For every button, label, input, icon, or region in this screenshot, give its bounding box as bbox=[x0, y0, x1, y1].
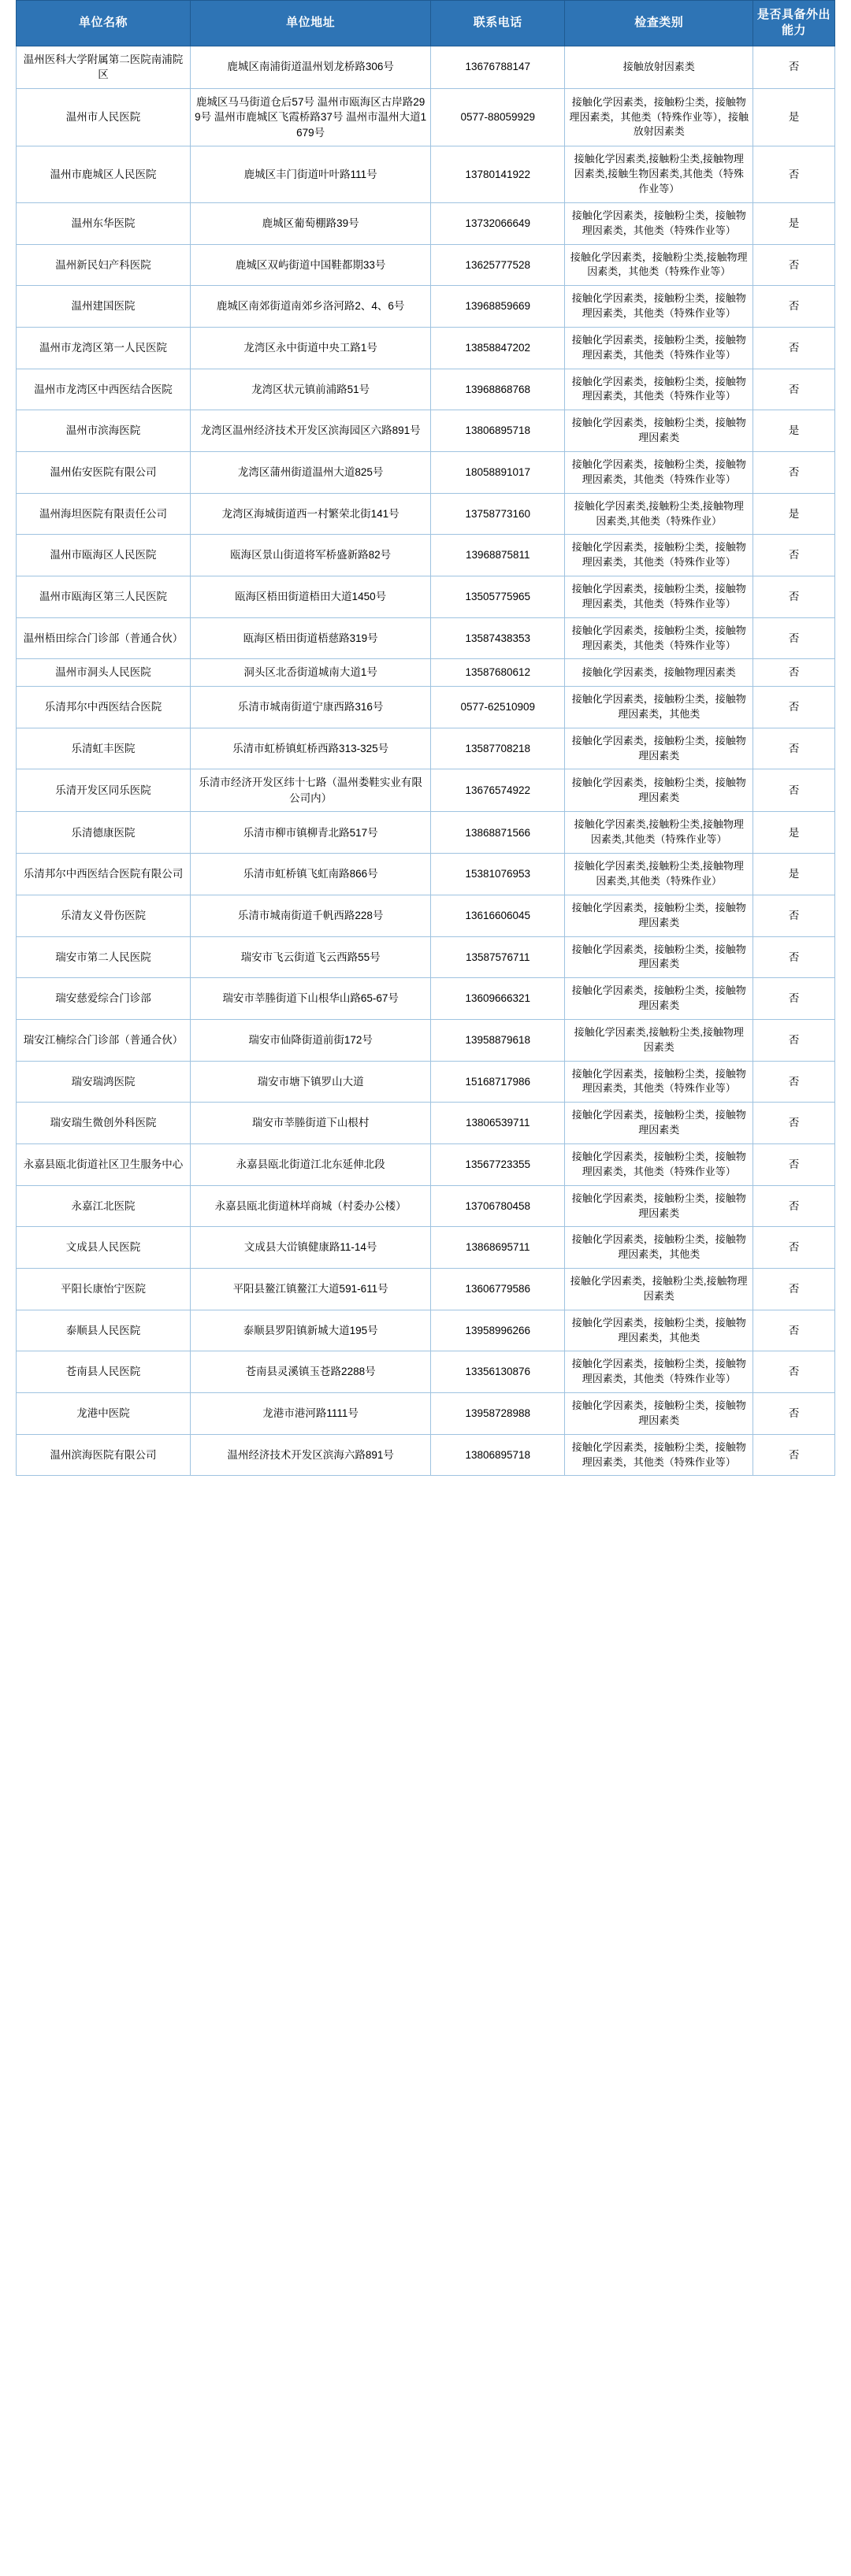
table-row bbox=[17, 327, 835, 369]
cell-exam-category: 接触化学因素类，接触粉尘类，接触物理因素类，其他类（特殊作业等） bbox=[565, 617, 753, 659]
table-header-row bbox=[17, 1, 835, 46]
cell-exam-category: 接触化学因素类，接触粉尘类，接触物理因素类，其他类 bbox=[565, 1310, 753, 1351]
table-row bbox=[17, 146, 835, 203]
cell-outbound-capability: 否 bbox=[753, 617, 835, 659]
cell-exam-category: 接触化学因素类,接触粉尘类,接触物理因素类,其他类（特殊作业） bbox=[565, 493, 753, 535]
cell-unit-name: 瑞安慈爱综合门诊部 bbox=[17, 978, 191, 1020]
cell-unit-name: 温州佑安医院有限公司 bbox=[17, 451, 191, 493]
cell-exam-category: 接触化学因素类，接触粉尘类，接触物理因素类，其他类 bbox=[565, 686, 753, 728]
cell-unit-name: 温州市洞头人民医院 bbox=[17, 659, 191, 687]
cell-outbound-capability: 否 bbox=[753, 244, 835, 286]
table-row bbox=[17, 535, 835, 576]
table-row bbox=[17, 1061, 835, 1103]
cell-contact-phone: 15168717986 bbox=[431, 1061, 565, 1103]
table-row bbox=[17, 728, 835, 769]
table-row bbox=[17, 576, 835, 618]
cell-outbound-capability: 否 bbox=[753, 769, 835, 812]
cell-unit-address: 瓯海区梧田街道梧田大道1450号 bbox=[191, 576, 431, 618]
cell-exam-category: 接触化学因素类,接触粉尘类,接触物理因素类,接触生物因素类,其他类（特殊作业等） bbox=[565, 146, 753, 203]
cell-unit-address: 永嘉县瓯北街道江北东延伸北段 bbox=[191, 1143, 431, 1185]
cell-unit-name: 温州市龙湾区中西医结合医院 bbox=[17, 369, 191, 410]
cell-unit-name: 龙港中医院 bbox=[17, 1393, 191, 1435]
table-row bbox=[17, 1269, 835, 1310]
cell-exam-category: 接触化学因素类，接触粉尘类，接触物理因素类 bbox=[565, 936, 753, 978]
cell-outbound-capability: 否 bbox=[753, 659, 835, 687]
cell-exam-category: 接触放射因素类 bbox=[565, 46, 753, 88]
cell-outbound-capability: 否 bbox=[753, 1351, 835, 1393]
cell-unit-name: 温州市滨海医院 bbox=[17, 410, 191, 452]
cell-unit-address: 乐清市虹桥镇虹桥西路313-325号 bbox=[191, 728, 431, 769]
table-row bbox=[17, 1185, 835, 1227]
cell-contact-phone: 0577-88059929 bbox=[431, 88, 565, 146]
cell-unit-name: 永嘉县瓯北街道社区卫生服务中心 bbox=[17, 1143, 191, 1185]
cell-exam-category: 接触化学因素类，接触粉尘类，接触物理因素类 bbox=[565, 1185, 753, 1227]
cell-unit-name: 温州新民妇产科医院 bbox=[17, 244, 191, 286]
cell-contact-phone: 13676788147 bbox=[431, 46, 565, 88]
cell-outbound-capability: 否 bbox=[753, 978, 835, 1020]
cell-unit-name: 温州滨海医院有限公司 bbox=[17, 1434, 191, 1476]
cell-contact-phone: 13780141922 bbox=[431, 146, 565, 203]
cell-outbound-capability: 是 bbox=[753, 493, 835, 535]
table-row bbox=[17, 895, 835, 936]
cell-exam-category: 接触化学因素类，接触粉尘类，接触物理因素类 bbox=[565, 978, 753, 1020]
cell-unit-address: 鹿城区马马街道仓后57号 温州市瓯海区古岸路299号 温州市鹿城区飞霞桥路37号 温州市温州大道1679号 bbox=[191, 88, 431, 146]
cell-unit-name: 瑞安瑞生微创外科医院 bbox=[17, 1103, 191, 1144]
cell-unit-name: 乐清邦尔中西医结合医院有限公司 bbox=[17, 854, 191, 895]
cell-contact-phone: 13616606045 bbox=[431, 895, 565, 936]
cell-unit-name: 平阳长康怡宁医院 bbox=[17, 1269, 191, 1310]
cell-unit-name: 温州市瓯海区人民医院 bbox=[17, 535, 191, 576]
cell-unit-name: 苍南县人民医院 bbox=[17, 1351, 191, 1393]
cell-exam-category: 接触化学因素类，接触物理因素类 bbox=[565, 659, 753, 687]
table-row bbox=[17, 88, 835, 146]
cell-contact-phone: 13356130876 bbox=[431, 1351, 565, 1393]
table-row bbox=[17, 659, 835, 687]
cell-contact-phone: 13868871566 bbox=[431, 812, 565, 854]
cell-unit-address: 乐清市经济开发区纬十七路（温州娄鞋实业有限公司内） bbox=[191, 769, 431, 812]
table-body bbox=[17, 46, 835, 1476]
cell-unit-address: 龙港市港河路1111号 bbox=[191, 1393, 431, 1435]
cell-exam-category: 接触化学因素类，接触粉尘类，接触物理因素类，其他类（特殊作业等） bbox=[565, 451, 753, 493]
cell-contact-phone: 13587438353 bbox=[431, 617, 565, 659]
cell-contact-phone: 13806895718 bbox=[431, 410, 565, 452]
cell-unit-name: 瑞安瑞鸿医院 bbox=[17, 1061, 191, 1103]
cell-exam-category: 接触化学因素类，接触粉尘类，接触物理因素类 bbox=[565, 895, 753, 936]
cell-unit-address: 瑞安市仙降街道前街172号 bbox=[191, 1019, 431, 1061]
cell-exam-category: 接触化学因素类，接触粉尘类，接触物理因素类 bbox=[565, 410, 753, 452]
cell-unit-address: 泰顺县罗阳镇新城大道195号 bbox=[191, 1310, 431, 1351]
cell-contact-phone: 13806895718 bbox=[431, 1434, 565, 1476]
cell-unit-name: 乐清开发区同乐医院 bbox=[17, 769, 191, 812]
cell-unit-address: 鹿城区丰门街道叶叶路111号 bbox=[191, 146, 431, 203]
cell-unit-name: 瑞安市第二人民医院 bbox=[17, 936, 191, 978]
cell-exam-category: 接触化学因素类,接触粉尘类,接触物理因素类,其他类（特殊作业等） bbox=[565, 812, 753, 854]
cell-outbound-capability: 否 bbox=[753, 1310, 835, 1351]
cell-contact-phone: 18058891017 bbox=[431, 451, 565, 493]
cell-contact-phone: 13587680612 bbox=[431, 659, 565, 687]
cell-outbound-capability: 否 bbox=[753, 1143, 835, 1185]
cell-exam-category: 接触化学因素类，接触粉尘类，接触物理因素类，其他类（特殊作业等） bbox=[565, 1351, 753, 1393]
cell-contact-phone: 13958879618 bbox=[431, 1019, 565, 1061]
cell-unit-address: 龙湾区永中街道中央工路1号 bbox=[191, 327, 431, 369]
table-row bbox=[17, 1310, 835, 1351]
cell-exam-category: 接触化学因素类，接触粉尘类，接触物理因素类 bbox=[565, 1103, 753, 1144]
table-row bbox=[17, 1393, 835, 1435]
cell-contact-phone: 13676574922 bbox=[431, 769, 565, 812]
occupational-health-institutions-table bbox=[16, 0, 835, 1476]
cell-outbound-capability: 否 bbox=[753, 936, 835, 978]
cell-outbound-capability: 否 bbox=[753, 327, 835, 369]
cell-contact-phone: 13968859669 bbox=[431, 286, 565, 328]
table-row bbox=[17, 686, 835, 728]
cell-unit-name: 温州医科大学附属第二医院南浦院区 bbox=[17, 46, 191, 88]
cell-unit-address: 鹿城区南郊街道南郊乡洛河路2、4、6号 bbox=[191, 286, 431, 328]
cell-unit-name: 温州海坦医院有限责任公司 bbox=[17, 493, 191, 535]
cell-unit-name: 温州东华医院 bbox=[17, 202, 191, 244]
cell-outbound-capability: 否 bbox=[753, 286, 835, 328]
cell-unit-name: 乐清虹丰医院 bbox=[17, 728, 191, 769]
column-header-outbound-capability: 是否具备外出能力 bbox=[753, 1, 835, 46]
cell-unit-address: 温州经济技术开发区滨海六路891号 bbox=[191, 1434, 431, 1476]
cell-contact-phone: 13567723355 bbox=[431, 1143, 565, 1185]
table-row bbox=[17, 451, 835, 493]
cell-contact-phone: 13958996266 bbox=[431, 1310, 565, 1351]
cell-exam-category: 接触化学因素类，接触粉尘类，接触物理因素类 bbox=[565, 1393, 753, 1435]
cell-unit-address: 乐清市城南街道千帆西路228号 bbox=[191, 895, 431, 936]
cell-outbound-capability: 否 bbox=[753, 1393, 835, 1435]
cell-outbound-capability: 否 bbox=[753, 369, 835, 410]
table-row bbox=[17, 1143, 835, 1185]
cell-outbound-capability: 是 bbox=[753, 854, 835, 895]
cell-exam-category: 接触化学因素类，接触粉尘类，接触物理因素类，其他类（特殊作业等） bbox=[565, 1143, 753, 1185]
cell-outbound-capability: 否 bbox=[753, 576, 835, 618]
cell-unit-address: 瓯海区景山街道将军桥盛新路82号 bbox=[191, 535, 431, 576]
cell-contact-phone: 13758773160 bbox=[431, 493, 565, 535]
column-header-unit-address: 单位地址 bbox=[191, 1, 431, 46]
table-row bbox=[17, 1434, 835, 1476]
table-row bbox=[17, 46, 835, 88]
cell-exam-category: 接触化学因素类，接触粉尘类，接触物理因素类，其他类（特殊作业等） bbox=[565, 327, 753, 369]
cell-unit-address: 瑞安市莘塍街道下山根村 bbox=[191, 1103, 431, 1144]
cell-exam-category: 接触化学因素类，接触粉尘类，接触物理因素类，其他类（特殊作业等） bbox=[565, 202, 753, 244]
cell-outbound-capability: 是 bbox=[753, 410, 835, 452]
cell-unit-address: 乐清市虹桥镇飞虹南路866号 bbox=[191, 854, 431, 895]
cell-unit-name: 乐清友义骨伤医院 bbox=[17, 895, 191, 936]
cell-unit-address: 龙湾区温州经济技术开发区滨海园区六路891号 bbox=[191, 410, 431, 452]
cell-outbound-capability: 否 bbox=[753, 728, 835, 769]
cell-outbound-capability: 是 bbox=[753, 88, 835, 146]
cell-exam-category: 接触化学因素类，接触粉尘类，接触物理因素类，其他类（特殊作业等），接触放射因素类 bbox=[565, 88, 753, 146]
cell-outbound-capability: 否 bbox=[753, 1019, 835, 1061]
cell-unit-name: 温州市瓯海区第三人民医院 bbox=[17, 576, 191, 618]
cell-exam-category: 接触化学因素类，接触粉尘类，接触物理因素类，其他类（特殊作业等） bbox=[565, 286, 753, 328]
table-row bbox=[17, 1227, 835, 1269]
cell-contact-phone: 13732066649 bbox=[431, 202, 565, 244]
cell-unit-name: 温州梧田综合门诊部（普通合伙） bbox=[17, 617, 191, 659]
cell-unit-address: 平阳县鳌江镇鳌江大道591-611号 bbox=[191, 1269, 431, 1310]
cell-contact-phone: 13706780458 bbox=[431, 1185, 565, 1227]
cell-unit-address: 苍南县灵溪镇玉苍路2288号 bbox=[191, 1351, 431, 1393]
table-row bbox=[17, 244, 835, 286]
cell-unit-name: 文成县人民医院 bbox=[17, 1227, 191, 1269]
table-row bbox=[17, 769, 835, 812]
table-row bbox=[17, 936, 835, 978]
cell-outbound-capability: 否 bbox=[753, 1269, 835, 1310]
table-header bbox=[17, 1, 835, 46]
cell-contact-phone: 13606779586 bbox=[431, 1269, 565, 1310]
cell-unit-address: 洞头区北岙街道城南大道1号 bbox=[191, 659, 431, 687]
cell-exam-category: 接触化学因素类，接触粉尘类，接触物理因素类，其他类（特殊作业等） bbox=[565, 1434, 753, 1476]
cell-exam-category: 接触化学因素类，接触粉尘类，接触物理因素类，其他类（特殊作业等） bbox=[565, 576, 753, 618]
cell-contact-phone: 13609666321 bbox=[431, 978, 565, 1020]
table-row bbox=[17, 1103, 835, 1144]
cell-exam-category: 接触化学因素类,接触粉尘类,接触物理因素类 bbox=[565, 1019, 753, 1061]
cell-unit-address: 鹿城区葡萄棚路39号 bbox=[191, 202, 431, 244]
cell-unit-address: 龙湾区蒲州街道温州大道825号 bbox=[191, 451, 431, 493]
table-row bbox=[17, 812, 835, 854]
cell-unit-address: 乐清市城南街道宁康西路316号 bbox=[191, 686, 431, 728]
cell-outbound-capability: 否 bbox=[753, 146, 835, 203]
cell-exam-category: 接触化学因素类，接触粉尘类，接触物理因素类，其他类 bbox=[565, 1227, 753, 1269]
cell-unit-name: 温州市人民医院 bbox=[17, 88, 191, 146]
cell-exam-category: 接触化学因素类，接触粉尘类，接触物理因素类 bbox=[565, 769, 753, 812]
cell-contact-phone: 13587576711 bbox=[431, 936, 565, 978]
cell-outbound-capability: 否 bbox=[753, 46, 835, 88]
table-row bbox=[17, 854, 835, 895]
cell-unit-name: 乐清德康医院 bbox=[17, 812, 191, 854]
table-row bbox=[17, 286, 835, 328]
cell-outbound-capability: 否 bbox=[753, 1061, 835, 1103]
cell-unit-name: 永嘉江北医院 bbox=[17, 1185, 191, 1227]
cell-unit-address: 瓯海区梧田街道梧慈路319号 bbox=[191, 617, 431, 659]
cell-unit-address: 鹿城区双屿街道中国鞋都期33号 bbox=[191, 244, 431, 286]
cell-unit-address: 乐清市柳市镇柳青北路517号 bbox=[191, 812, 431, 854]
cell-unit-address: 瑞安市塘下镇罗山大道 bbox=[191, 1061, 431, 1103]
table-row bbox=[17, 1019, 835, 1061]
cell-contact-phone: 13858847202 bbox=[431, 327, 565, 369]
cell-contact-phone: 13587708218 bbox=[431, 728, 565, 769]
cell-outbound-capability: 是 bbox=[753, 812, 835, 854]
cell-contact-phone: 0577-62510909 bbox=[431, 686, 565, 728]
cell-unit-name: 温州建国医院 bbox=[17, 286, 191, 328]
cell-outbound-capability: 否 bbox=[753, 535, 835, 576]
cell-contact-phone: 13958728988 bbox=[431, 1393, 565, 1435]
cell-unit-name: 泰顺县人民医院 bbox=[17, 1310, 191, 1351]
cell-unit-name: 乐清邦尔中西医结合医院 bbox=[17, 686, 191, 728]
cell-exam-category: 接触化学因素类,接触粉尘类,接触物理因素类,其他类（特殊作业） bbox=[565, 854, 753, 895]
cell-unit-address: 永嘉县瓯北街道林垟商城（村委办公楼） bbox=[191, 1185, 431, 1227]
cell-outbound-capability: 是 bbox=[753, 202, 835, 244]
cell-contact-phone: 13806539711 bbox=[431, 1103, 565, 1144]
table-row bbox=[17, 493, 835, 535]
table-row bbox=[17, 978, 835, 1020]
cell-outbound-capability: 否 bbox=[753, 1434, 835, 1476]
cell-unit-address: 龙湾区海城街道西一村繁荣北街141号 bbox=[191, 493, 431, 535]
cell-unit-name: 温州市鹿城区人民医院 bbox=[17, 146, 191, 203]
cell-outbound-capability: 否 bbox=[753, 686, 835, 728]
cell-contact-phone: 13968875811 bbox=[431, 535, 565, 576]
column-header-contact-phone: 联系电话 bbox=[431, 1, 565, 46]
cell-exam-category: 接触化学因素类，接触粉尘类，接触物理因素类，其他类（特殊作业等） bbox=[565, 1061, 753, 1103]
cell-outbound-capability: 否 bbox=[753, 451, 835, 493]
cell-unit-address: 文成县大峃镇健康路11-14号 bbox=[191, 1227, 431, 1269]
table-row bbox=[17, 410, 835, 452]
cell-contact-phone: 13505775965 bbox=[431, 576, 565, 618]
cell-contact-phone: 13868695711 bbox=[431, 1227, 565, 1269]
cell-unit-address: 鹿城区南浦街道温州划龙桥路306号 bbox=[191, 46, 431, 88]
cell-outbound-capability: 否 bbox=[753, 895, 835, 936]
cell-contact-phone: 15381076953 bbox=[431, 854, 565, 895]
table-row bbox=[17, 1351, 835, 1393]
cell-unit-address: 瑞安市飞云街道飞云西路55号 bbox=[191, 936, 431, 978]
cell-exam-category: 接触化学因素类，接触粉尘类，接触物理因素类 bbox=[565, 728, 753, 769]
column-header-unit-name: 单位名称 bbox=[17, 1, 191, 46]
cell-outbound-capability: 否 bbox=[753, 1185, 835, 1227]
cell-unit-name: 瑞安江楠综合门诊部（普通合伙） bbox=[17, 1019, 191, 1061]
cell-outbound-capability: 否 bbox=[753, 1227, 835, 1269]
cell-unit-name: 温州市龙湾区第一人民医院 bbox=[17, 327, 191, 369]
cell-contact-phone: 13625777528 bbox=[431, 244, 565, 286]
cell-outbound-capability: 否 bbox=[753, 1103, 835, 1144]
cell-contact-phone: 13968868768 bbox=[431, 369, 565, 410]
cell-exam-category: 接触化学因素类，接触粉尘类,接触物理因素类 bbox=[565, 1269, 753, 1310]
table-row bbox=[17, 369, 835, 410]
cell-unit-address: 龙湾区状元镇前浦路51号 bbox=[191, 369, 431, 410]
table-row bbox=[17, 617, 835, 659]
cell-unit-address: 瑞安市莘塍街道下山根华山路65-67号 bbox=[191, 978, 431, 1020]
cell-exam-category: 接触化学因素类，接触粉尘类，接触物理因素类，其他类（特殊作业等） bbox=[565, 535, 753, 576]
column-header-exam-category: 检查类别 bbox=[565, 1, 753, 46]
cell-exam-category: 接触化学因素类，接触粉尘类，接触物理因素类，其他类（特殊作业等） bbox=[565, 369, 753, 410]
cell-exam-category: 接触化学因素类，接触粉尘类,接触物理因素类，其他类（特殊作业等） bbox=[565, 244, 753, 286]
table-row bbox=[17, 202, 835, 244]
